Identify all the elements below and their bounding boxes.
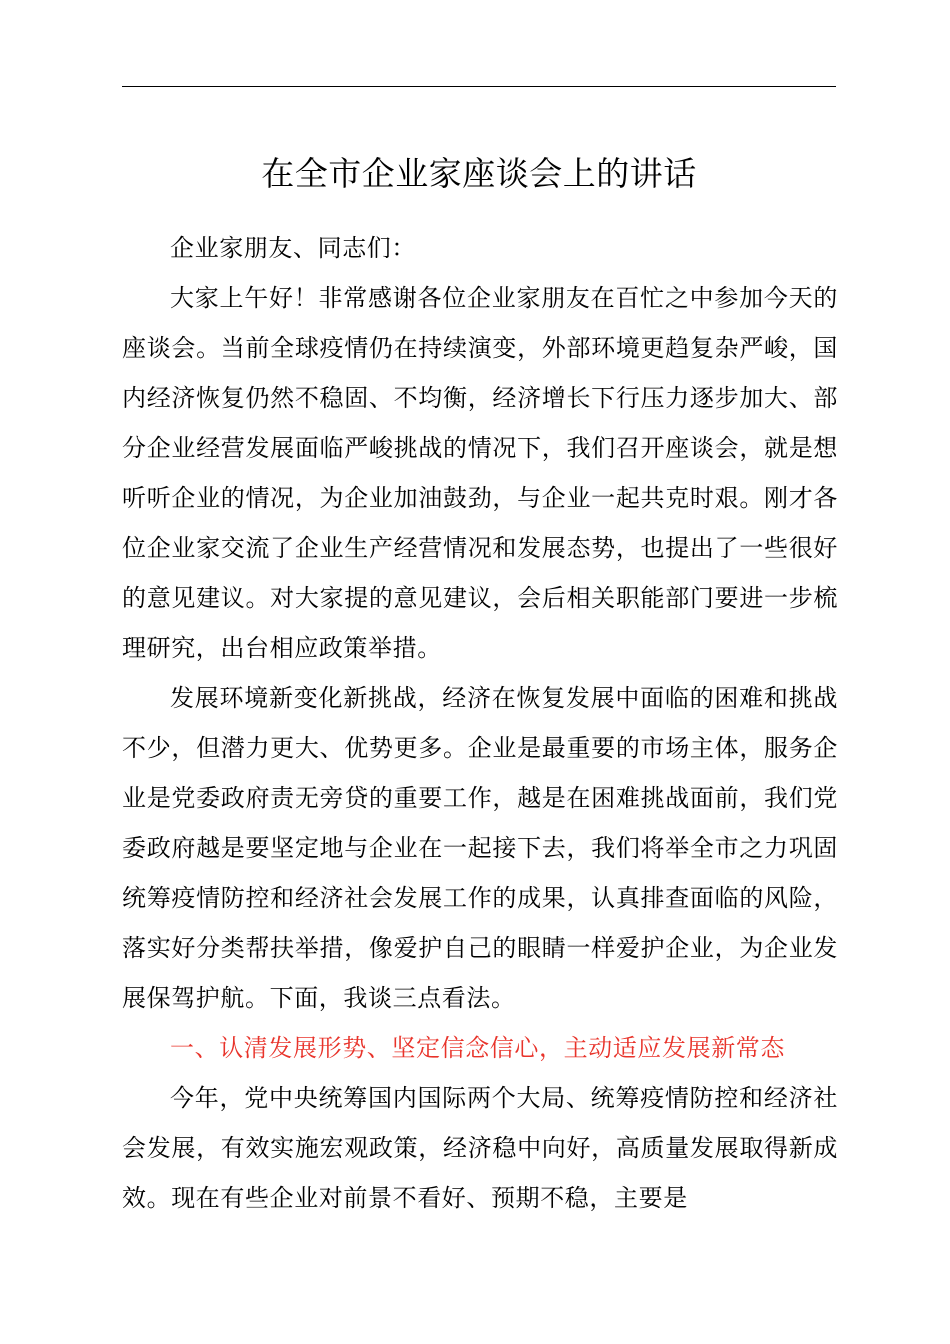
- header-rule: [122, 86, 836, 87]
- salutation: 企业家朋友、同志们：: [170, 234, 416, 262]
- document-body: [122, 223, 838, 1223]
- paragraph-opening: 大家上午好！非常感谢各位企业家朋友在百忙之中参加今天的座谈会。当前全球疫情仍在持续演变，外部环境更趋复杂严峻，国内经济恢复仍然不稳固、不均衡，经济增长下行压力逐步加大、部分企业经营发展面临严峻挑战的情况下，我们召开座谈会，就是想听听企业的情况，为企业加油鼓劲，与企业一起共克时艰。刚才各位企业家交流了企业生产经营情况和发展态势，也提出了一些很好的意见建议。对大家提的意见建议，会后相关职能部门要进一步梳理研究，出台相应政策举措。: [122, 284, 838, 662]
- section-heading-1: 一、认清发展形势、坚定信念信心，主动适应发展新常态: [170, 1034, 785, 1062]
- paragraph-environment: 发展环境新变化新挑战，经济在恢复发展中面临的困难和挑战不少，但潜力更大、优势更多。企业是最重要的市场主体，服务企业是党委政府责无旁贷的重要工作，越是在困难挑战面前，我们党委政府越是要坚定地与企业在一起接下去，我们将举全市之力巩固统筹疫情防控和经济社会发展工作的成果，认真排查面临的风险，落实好分类帮扶举措，像爱护自己的眼睛一样爱护企业，为企业发展保驾护航。下面，我谈三点看法。: [122, 684, 838, 1012]
- paragraph-section-1: 今年，党中央统筹国内国际两个大局、统筹疫情防控和经济社会发展，有效实施宏观政策，经济稳中向好，高质量发展取得新成效。现在有些企业对前景不看好、预期不稳，主要是: [122, 1084, 838, 1212]
- document-title: 在全市企业家座谈会上的讲话: [261, 154, 697, 193]
